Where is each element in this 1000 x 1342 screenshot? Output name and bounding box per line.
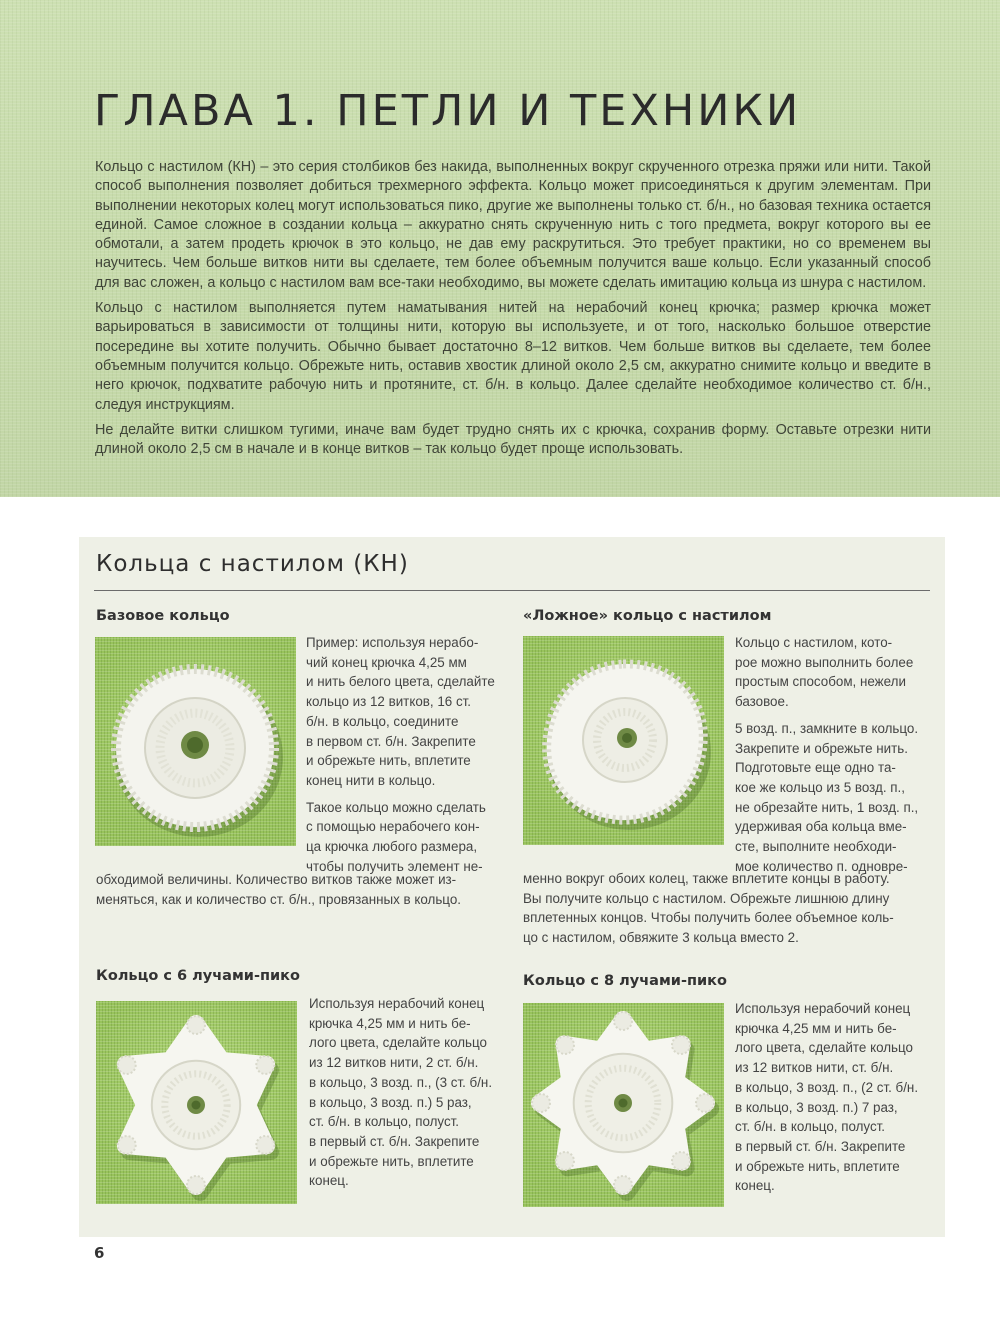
text-line: лого цвета, сделайте кольцо — [735, 1040, 913, 1056]
text-line: кольцо из 12 витков, 16 ст. — [306, 694, 472, 710]
text-line: ст. б/н. в кольцо, полуст. — [309, 1114, 460, 1130]
text-line: Кольцо с настилом, кото- — [735, 635, 893, 650]
text-line: крючка 4,25 мм и нить бе- — [735, 1020, 897, 1036]
section-title-false-ring: «Ложное» кольцо с настилом — [523, 608, 772, 624]
section-title-6-picot-ring: Кольцо с 6 лучами-пико — [96, 968, 300, 984]
text-line: Подготовьте еще одно та- — [735, 760, 896, 776]
text-line: простым способом, нежели — [735, 674, 906, 690]
text-line: конец. — [735, 1178, 775, 1194]
false-ring-photo — [523, 636, 724, 845]
text-line: и нить белого цвета, сделайте — [306, 674, 495, 690]
text-line: меняться, как и количество ст. б/н., провязанных в кольцо. — [96, 891, 461, 907]
false-ring-text-continued — [523, 869, 894, 948]
text-line: и обрежьте нить, вплетите — [735, 1158, 900, 1174]
text-line: в кольцо, 3 возд. п., (3 ст. б/н. — [309, 1074, 493, 1090]
text-line: чтобы получить элемент не- — [306, 858, 483, 874]
text-line: и обрежьте нить, вплетите — [309, 1153, 474, 1169]
text-line: не обрезайте нить, 1 возд. п., — [735, 799, 919, 815]
text-line: б/н. в кольцо, соедините — [306, 713, 459, 729]
chapter-title: ГЛАВА 1. ПЕТЛИ И ТЕХНИКИ — [94, 86, 802, 136]
paragraph-gap — [306, 791, 495, 798]
page-number: 6 — [94, 1244, 105, 1262]
six-picot-ring-photo — [96, 1001, 297, 1204]
section-title-8-picot-ring: Кольцо с 8 лучами-пико — [523, 973, 727, 989]
text-line: из 12 витков нити, ст. б/н. — [735, 1060, 894, 1076]
text-line: Вы получите кольцо с настилом. Обрежьте лишнюю длину — [523, 890, 890, 906]
text-line: в первый ст. б/н. Закрепите — [309, 1133, 480, 1149]
text-line: ст. б/н. в кольцо, полуст. — [735, 1119, 886, 1135]
basic-ring-photo — [95, 637, 296, 846]
text-line: кое же кольцо из 5 возд. п., — [735, 779, 905, 795]
text-line: цо с настилом, обвяжите 3 кольца вместо 2. — [523, 930, 799, 946]
section-title-basic-ring: Базовое кольцо — [96, 608, 230, 624]
text-line: рое можно выполнить более — [735, 654, 914, 670]
text-line: лого цвета, сделайте кольцо — [309, 1035, 487, 1051]
text-line: ца крючка любого размера, — [306, 839, 478, 855]
intro-paragraph: Не делайте витки слишком тугими, иначе вам будет трудно снять их с крючка, сохранив форму. Оставьте отрезки нити длиной около 2,5 см в начале и в конце витков – так кольцо будет проще использовать. — [95, 421, 931, 458]
text-line: 5 возд. п., замкните в кольцо. — [735, 720, 919, 736]
text-line: конец нити в кольцо. — [306, 772, 436, 788]
text-line: крючка 4,25 мм и нить бе- — [309, 1015, 471, 1031]
text-line: с помощью нерабочего кон- — [306, 819, 480, 835]
text-line: в кольцо, 3 возд. п.) 7 раз, — [735, 1099, 898, 1115]
basic-ring-text-continued — [96, 870, 461, 909]
text-line: Используя нерабочий конец — [309, 996, 485, 1011]
text-line: конец. — [309, 1173, 349, 1189]
basic-ring-text — [306, 633, 495, 876]
text-line: базовое. — [735, 694, 789, 710]
six-picot-ring-text — [309, 994, 492, 1191]
intro-text — [95, 158, 931, 465]
text-line: в первый ст. б/н. Закрепите — [735, 1138, 906, 1154]
panel-title: Кольца с настилом (КН) — [96, 551, 409, 577]
text-line: удерживая оба кольца вме- — [735, 819, 907, 835]
text-line: мое количество п. одновре- — [735, 858, 908, 874]
text-line: сте, выполните необходи- — [735, 839, 897, 855]
text-line: в кольцо, 3 возд. п., (2 ст. б/н. — [735, 1079, 919, 1095]
intro-paragraph: Кольцо с настилом выполняется путем наматывания нитей на нерабочий конец крючка; размер крючка может варьироваться в зависимости от толщины нити, которую вы используете, и от того, насколько большое отверстие посередине вы хотите получить. Обычно бывает достаточно 8–12 витков. Чем больше витков вы сделаете, тем более объемным получится кольцо. Обрежьте нить, оставив хвостик длиной около 2,5 см, аккуратно снимите кольцо и введите в него крючок, подхватите рабочую нить и протяните, ст. б/н. в кольцо. Далее сделайте необходимое количество ст. б/н., следуя инструкциям. — [95, 300, 931, 413]
eight-picot-ring-photo — [523, 1003, 724, 1207]
text-line: обходимой величины. Количество витков также может из- — [96, 872, 457, 887]
text-line: Используя нерабочий конец — [735, 1001, 911, 1016]
title-divider — [94, 590, 930, 591]
text-line: вплетенных концов. Чтобы получить более объемное коль- — [523, 910, 894, 926]
text-line: Закрепите и обрежьте нить. — [735, 740, 908, 756]
false-ring-text — [735, 633, 918, 876]
text-line: менно вокруг обоих колец, также вплетите концы в работу. — [523, 871, 890, 886]
text-line: из 12 витков нити, 2 ст. б/н. — [309, 1055, 479, 1071]
paragraph-gap — [735, 712, 918, 719]
text-line: в первом ст. б/н. Закрепите — [306, 733, 476, 749]
text-line: чий конец крючка 4,25 мм — [306, 654, 467, 670]
text-line: Такое кольцо можно сделать — [306, 799, 486, 815]
intro-paragraph: Кольцо с настилом (КН) – это серия столбиков без накида, выполненных вокруг скрученного отрезка пряжи или нити. Такой способ выполнения позволяет добиться трехмерного эффекта. Кольцо может присоединяться к другим элементам. При выполнении некоторых колец могут использоваться пико, другие же выполнены только ст. б/н., но базовая техника остается единой. Самое сложное в создании кольца – аккуратно снять скрученную нить с того предмета, вокруг которого вы ее обмотали, а затем продеть крючок в это кольцо, не дав ему раскрутиться. Это требует практики, но со временем вы научитесь. Чем больше витков нити вы сделаете, тем более объемным получится ваше кольцо. Если указанный способ для вас сложен, а кольцо с настилом вам все-таки необходимо, вы можете сделать имитацию кольца из шнура с настилом. — [95, 159, 931, 291]
text-line: и обрежьте нить, вплетите — [306, 753, 471, 769]
text-line: Пример: используя нерабо- — [306, 635, 479, 650]
text-line: в кольцо, 3 возд. п.) 5 раз, — [309, 1094, 472, 1110]
eight-picot-ring-text — [735, 999, 918, 1196]
